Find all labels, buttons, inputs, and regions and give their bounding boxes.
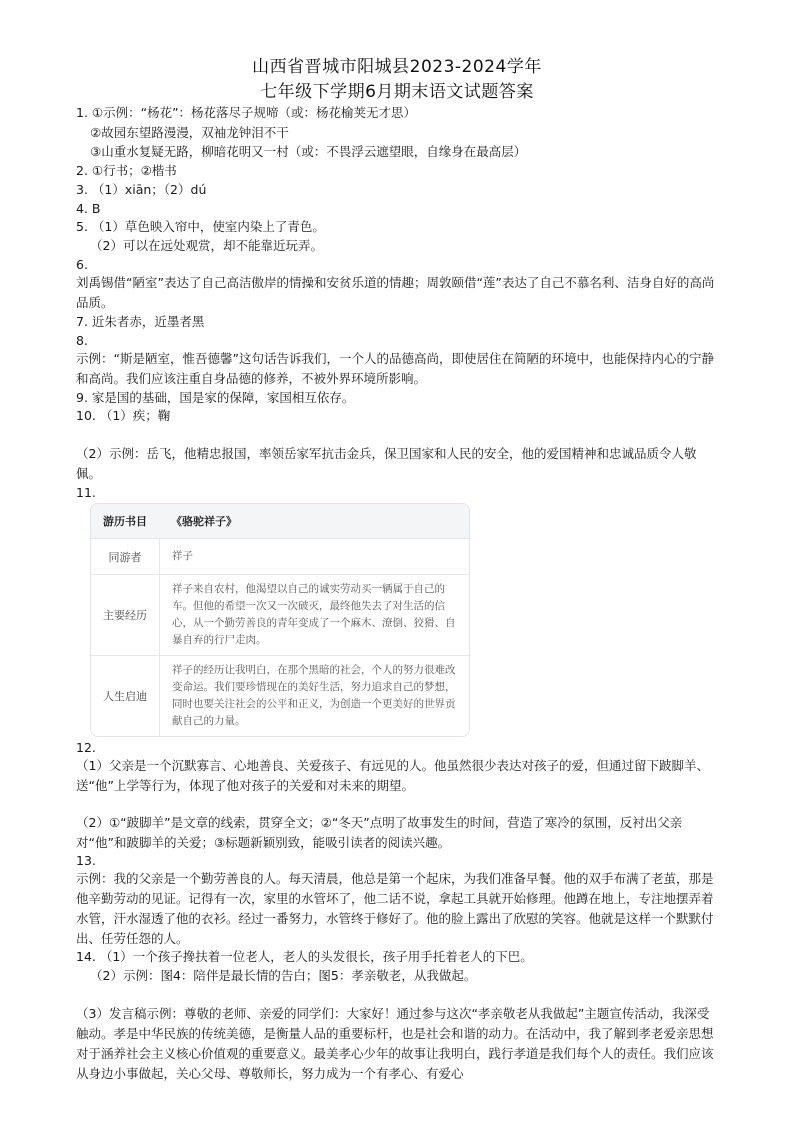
table-row-value: 祥子来自农村，他渴望以自己的诚实劳动买一辆属于自己的车。但他的希望一次又一次破灭，最终他失去了对生活的信心，从一个勤劳善良的青年变成了一个麻木、潦倒、狡猾、自暴自弃的行尸走肉。 [159,575,469,655]
table-header-value: 《骆驼祥子》 [171,514,237,528]
table-row-value: 祥子的经历让我明白，在那个黑暗的社会，个人的努力很难改变命运。我们要珍惜现在的美好生活，努力追求自己的梦想，同时也要关注社会的公平和正义，为创造一个更美好的世界贡献自己的力量。 [159,656,469,736]
answer-14-speech: （3）发言稿示例：尊敬的老师、亲爱的同学们：大家好！通过参与这次“孝亲敬老从我做起”主题宣传活动，我深受触动。孝是中华民族的传统美德，是衡量人品的重要标杆，也是社会和谐的动力。在活动中，我了解到孝老爱亲思想对于涵养社会主义核心价值观的重要意义。最美孝心少年的故事让我明白，践行孝道是我们每个人的责任。我们应该从身边小事做起，关心父母、尊敬师长，努力成为一个有孝心、有爱心 [76,1006,714,1081]
table-row-label: 人生启迪 [103,690,147,703]
answer-1-line-1: 1. ①示例：“杨花”：杨花落尽子规啼（或：杨花榆荚无才思） [76,105,417,120]
answer-13-text: 示例：我的父亲是一个勤劳善良的人。每天清晨，他总是第一个起床，为我们准备早餐。他的双手布满了老茧，那是他辛勤劳动的见证。记得有一次，家里的水管坏了，他二话不说，拿起工具就开始修理。他蹲在地上，专注地摆弄着水管，汗水湿透了他的衣衫。经过一番努力，水管终于修好了。他的脸上露出了欣慰的笑容。他就是这样一个默默付出、任劳任怨的人。 [76,871,714,946]
table-header-row [91,504,469,539]
table-row-value: 祥子 [159,539,469,574]
table-row [91,539,469,575]
answer-2: 2. ①行书；②楷书 [76,163,177,178]
reading-table [90,503,470,737]
answer-12-part-2: （2）①“跛脚羊”是文章的线索，贯穿全文；②“冬天”点明了故事发生的时间，营造了寒冷的氛围，反衬出父亲对“他”和跛脚羊的关爱；③标题新颖别致，能吸引读者的阅读兴趣。 [76,815,683,850]
answer-10-line-1: 10. （1）疾；鞠 [76,408,171,423]
answer-12-part-1: （1）父亲是一个沉默寡言、心地善良、关爱孩子、有远见的人。他虽然很少表达对孩子的爱，但通过留下跛脚羊、送“他”上学等行为，体现了他对孩子的关爱和对未来的期望。 [76,758,709,793]
answer-9: 9. 家是国的基础，国是家的保障，家国相互依存。 [76,390,355,405]
answer-7: 7. 近朱者赤，近墨者黑 [76,314,205,329]
answer-8-number: 8. [76,333,88,348]
doc-title-line-2: 七年级下学期6月期末语文试题答案 [260,82,534,102]
answer-10-line-2: （2）示例：岳飞，他精忠报国，率领岳家军抗击金兵，保卫国家和人民的安全，他的爱国精神和忠诚品质令人敬佩。 [76,446,697,481]
answer-6-number: 6. [76,257,88,272]
answer-5-line-2: （2）可以在远处观赏，却不能靠近玩弄。 [90,238,323,253]
answer-4: 4. B [76,201,101,216]
answer-1-line-3: ③山重水复疑无路，柳暗花明又一村（或：不畏浮云遮望眼，自缘身在最高层） [90,144,527,159]
answer-13-number: 13. [76,853,96,868]
answer-5-line-1: 5. （1）草色映入帘中，使室内染上了青色。 [76,219,325,234]
answer-14-line-2: （2）示例：图4：陪伴是最长情的告白；图5：孝亲敬老，从我做起。 [90,968,477,983]
table-row [91,575,469,656]
table-row [91,656,469,736]
answer-6-text: 刘禹锡借“陋室”表达了自己高洁傲岸的情操和安贫乐道的情趣；周敦颐借“莲”表达了自己不慕名利、洁身自好的高尚品质。 [76,275,715,310]
table-row-label: 同游者 [108,550,142,564]
answer-11-number: 11. [76,485,96,500]
answer-1-line-2: ②故园东望路漫漫，双袖龙钟泪不干 [90,125,289,140]
answer-8-text: 示例：“斯是陋室，惟吾德馨”这句话告诉我们，一个人的品德高尚，即使居住在简陋的环境中，也能保持内心的宁静和高尚。我们应该注重自身品德的修养，不被外界环境所影响。 [76,351,714,386]
answer-3: 3. （1）xiān；（2）dú [76,182,207,197]
answer-14-line-1: 14. （1）一个孩子搀扶着一位老人，老人的头发很长，孩子用手托着老人的下巴。 [76,949,533,964]
table-header-label: 游历书目 [103,515,147,528]
table-row-label: 主要经历 [103,609,147,622]
answer-12-number: 12. [76,740,96,755]
doc-title-line-1: 山西省晋城市阳城县2023-2024学年 [252,57,542,77]
